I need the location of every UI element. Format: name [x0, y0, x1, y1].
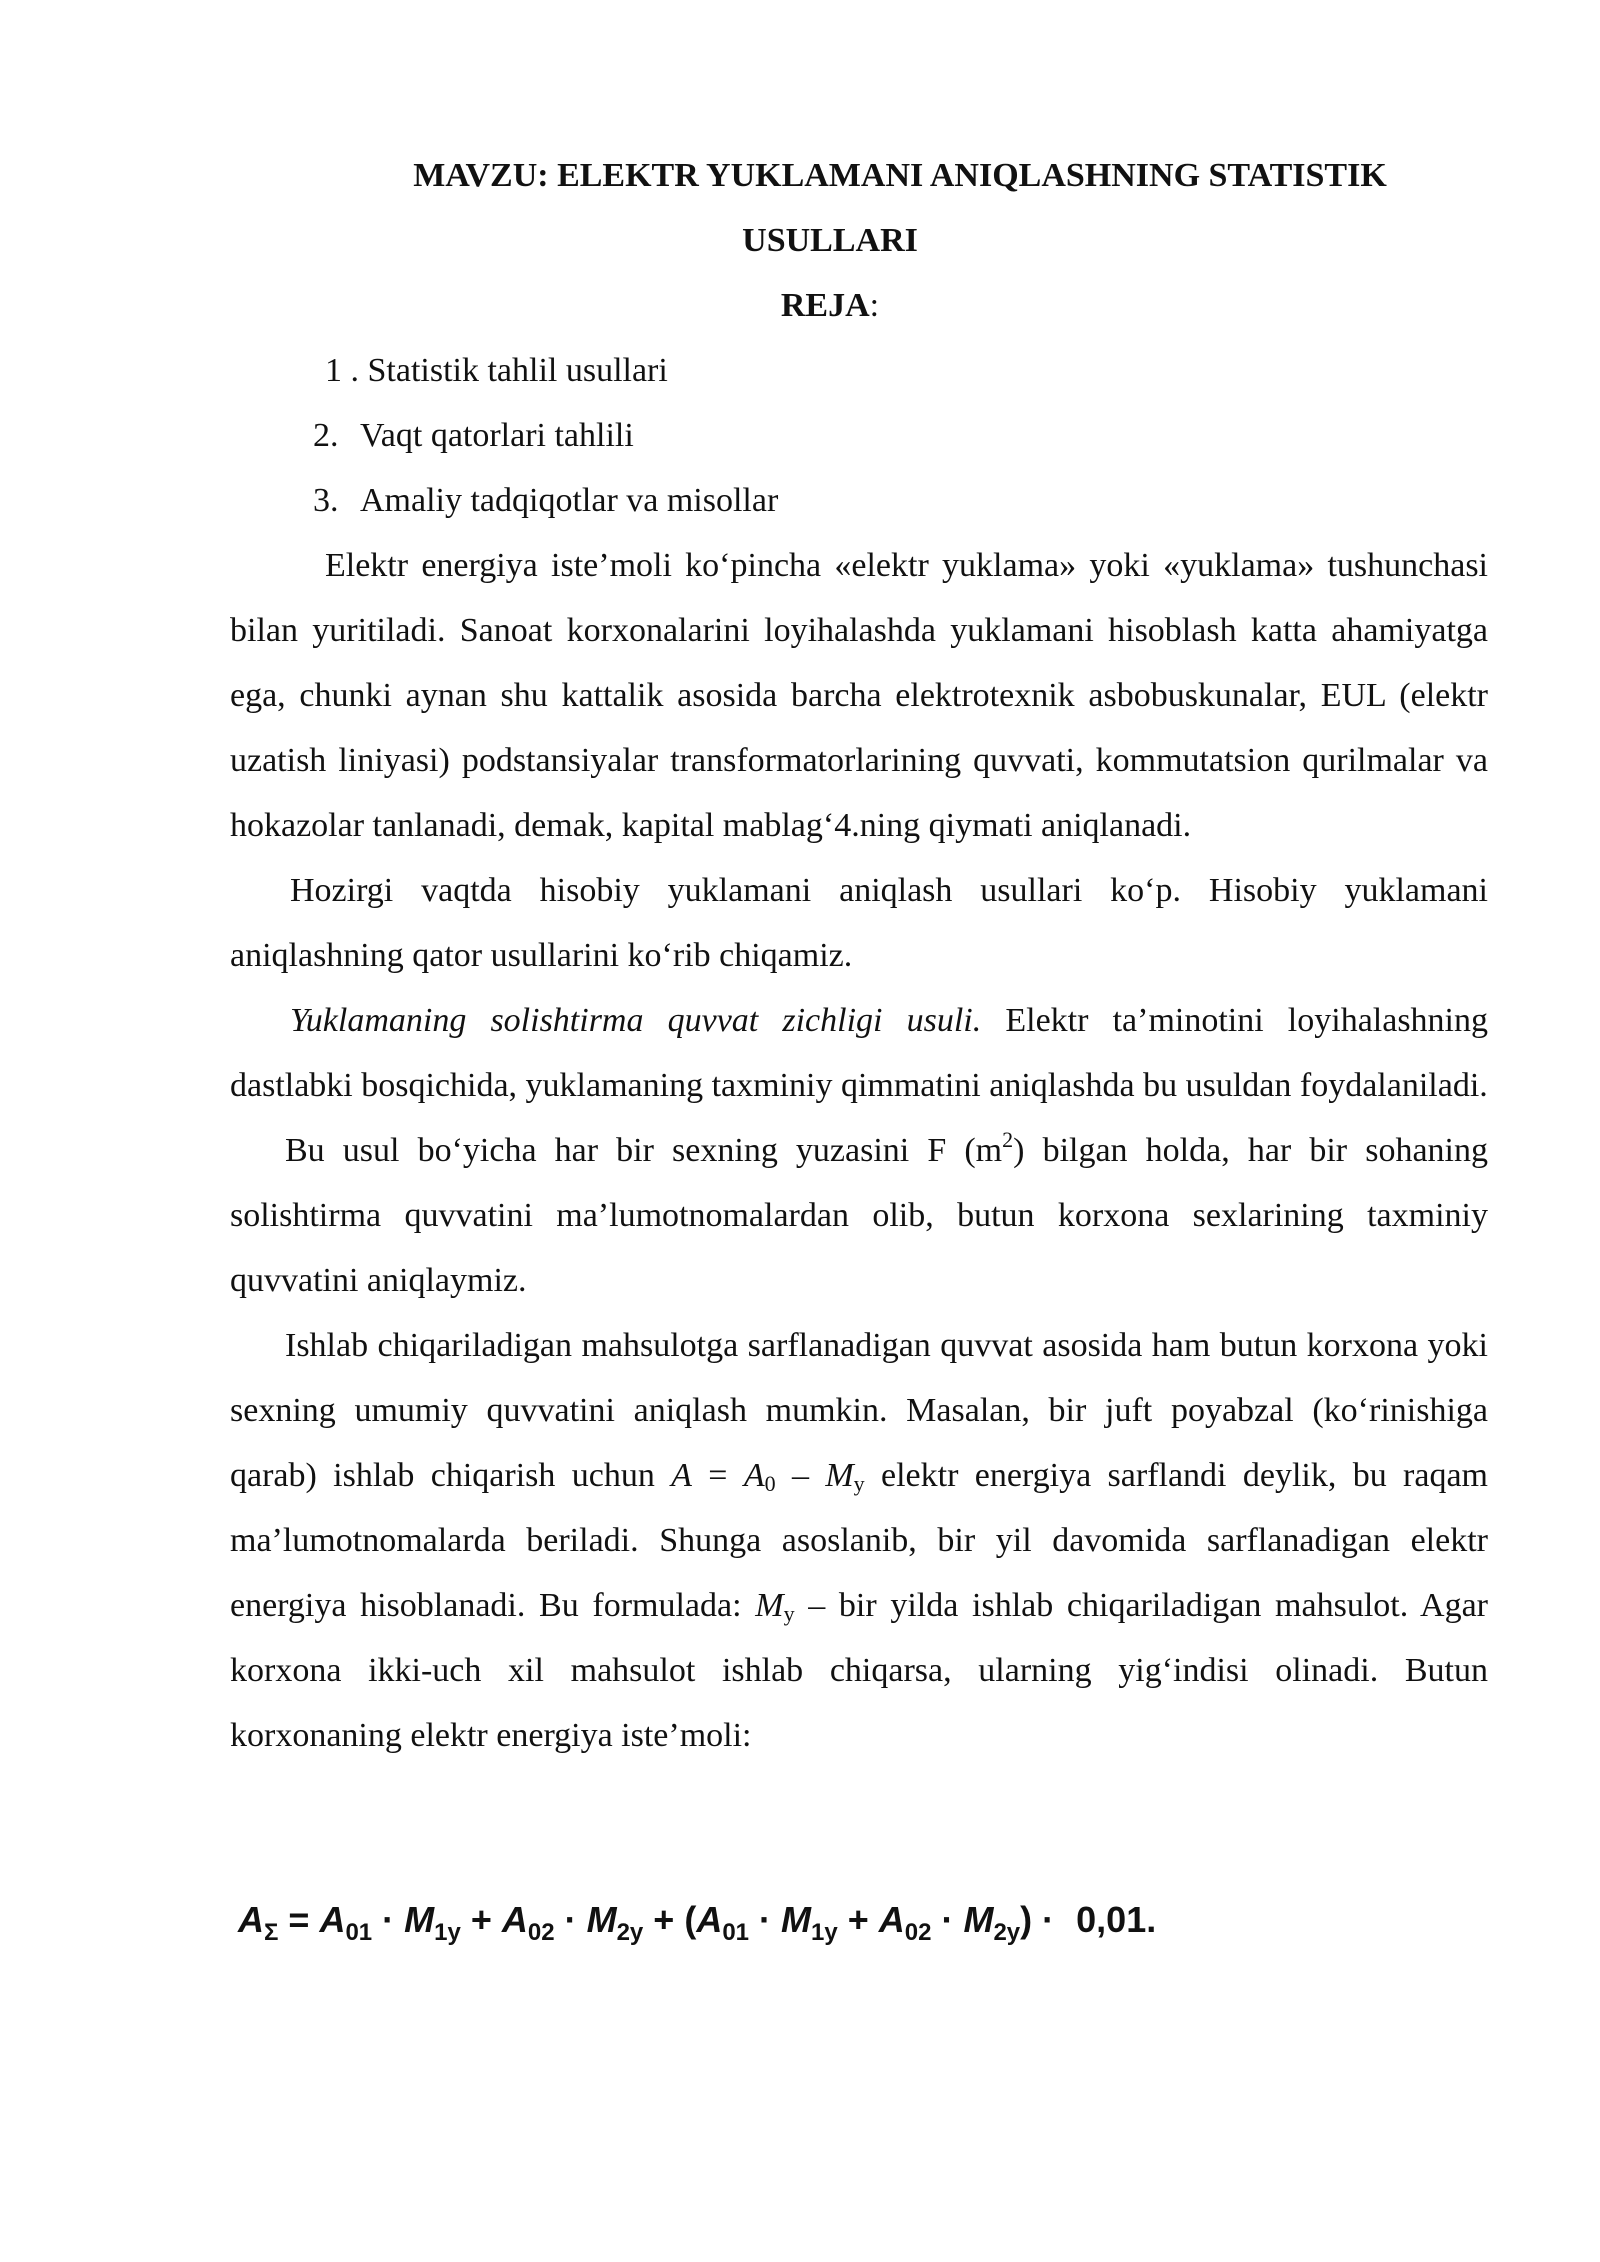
formula-a02: A [501, 1899, 528, 1940]
plan-item-text: Statistik tahlil usullari [367, 352, 668, 389]
plan-item-3 [313, 468, 778, 533]
equals-sign: = [691, 1457, 744, 1494]
formula-dot-2: · [554, 1899, 587, 1940]
formula-m2y-b: M [963, 1899, 994, 1940]
plan-heading-text: REJA [780, 287, 870, 324]
plan-item-number: 1 . [325, 352, 359, 389]
plan-item-text: Vaqt qatorlari tahlili [360, 417, 634, 454]
formula-plus-2: + [643, 1899, 685, 1940]
paragraph-4-text-b: ) bilgan holda, har bir sohaning solishtirma quvvatini ma’lumotnomalardan olib, butun korxona sexlarining taxminiy quvvatini aniqlaymiz. [230, 1132, 1488, 1299]
formula-a02-sub: 02 [527, 1919, 555, 1946]
page-title-line-1: MAVZU: ELEKTR YUKLAMANI ANIQLASHNING STATISTIK [413, 157, 1387, 194]
paragraph-4-text-a: Bu usul bo‘yicha har bir sexning yuzasini F (m [285, 1132, 1003, 1169]
formula-m2y-b-sub: 2y [993, 1919, 1021, 1946]
formula-a02-b-sub: 02 [904, 1919, 932, 1946]
page-title-line-2: USULLARI [742, 222, 918, 259]
plan-item-number: 3. [313, 482, 339, 519]
plan-item-2 [313, 403, 634, 468]
body-text [230, 533, 1488, 1768]
paragraph-4 [230, 1118, 1488, 1313]
plan-item-text: Amaliy tadqiqotlar va misollar [360, 482, 779, 519]
formula-m2y: M [586, 1899, 617, 1940]
subscript-y: y [853, 1471, 865, 1496]
var-m-2: M [755, 1587, 784, 1624]
plan-item-1 [325, 338, 668, 403]
formula-dot-1: · [372, 1899, 405, 1940]
paragraph-3 [230, 988, 1488, 1118]
var-a0: A [743, 1457, 765, 1494]
paragraph-5-text-a: Ishlab chiqariladigan mahsulotga sarflanadigan quvvat asosida ham butun korxona yoki sexning umumiy quvvatini aniqlash mumkin. Masalan, bir juft poyabzal (ko‘rinishiga qarab) ishlab chiqarish uchun [230, 1327, 1488, 1494]
formula-a01-b: A [696, 1899, 723, 1940]
formula-close-paren: ) [1020, 1899, 1033, 1940]
formula-m1y-sub: 1y [434, 1919, 461, 1946]
formula-m1y: M [404, 1899, 435, 1940]
formula-m1y-b: M [781, 1899, 812, 1940]
formula-a01-sub: 01 [345, 1919, 373, 1946]
formula-lhs: A [238, 1899, 264, 1940]
paragraph-2: Hozirgi vaqtda hisobiy yuklamani aniqlash usullari ko‘p. Hisobiy yuklamani aniqlashning qator usullarini ko‘rib chiqamiz. [230, 872, 1488, 974]
energy-formula [238, 1890, 1156, 1950]
formula-open-paren: ( [684, 1899, 697, 1940]
paragraph-5-text-b: elektr energiya sarflandi deylik, bu raqam ma’lumotnomalarda beriladi. Shunga asoslanib, bir yil davomida sarflanadigan elektr energiya hisoblanadi. Bu formulada: [230, 1457, 1488, 1624]
paragraph-1: Elektr energiya iste’moli ko‘pincha «elektr yuklama» yoki «yuklama» tushunchasi bilan yuritiladi. Sanoat korxonalarini loyihalashda yuklamani hisoblash katta ahamiyatga ega, chunki aynan shu kattalik asosida barcha elektrotexnik asbobuskunalar, EUL (elektr uzatish liniyasi) podstansiyalar transformatorlarining quvvati, kommutatsion qurilmalar va hokazolar tanlanadi, demak, kapital mablag‘4.ning qiymati aniqlanadi. [230, 547, 1488, 844]
formula-equals: = [278, 1899, 320, 1940]
plan-heading-colon: : [869, 287, 880, 324]
formula-a01-b-sub: 01 [722, 1919, 750, 1946]
plan-heading [230, 273, 1430, 338]
formula-coefficient: 0,01. [1076, 1899, 1157, 1940]
method-name-italic: Yuklamaning solishtirma quvvat zichligi usuli. [290, 1002, 982, 1039]
formula-plus-3: + [837, 1899, 879, 1940]
subscript-0: 0 [764, 1471, 776, 1496]
formula-m1y-b-sub: 1y [811, 1919, 838, 1946]
formula-dot-5: · [1032, 1899, 1065, 1940]
formula-lhs-sub: Σ [264, 1919, 279, 1946]
paragraph-5-text-c: – bir yilda ishlab chiqariladigan mahsulot. Agar korxona ikki-uch xil mahsulot ishlab chiqarsa, ularning yig‘indisi olinadi. Butun korxonaning elektr energiya iste’moli: [230, 1587, 1488, 1754]
formula-dot-3: · [749, 1899, 782, 1940]
superscript-2: 2 [1002, 1127, 1014, 1152]
paragraph-5 [230, 1313, 1488, 1768]
formula-dot-4: · [931, 1899, 964, 1940]
var-m: M [825, 1457, 854, 1494]
dash-sign: – [775, 1457, 826, 1494]
plan-item-number: 2. [313, 417, 339, 454]
paragraph-3-text: Elektr ta’minotini loyihalashning dastlabki bosqichida, yuklamaning taxminiy qimmatini aniqlashda bu usuldan foydalaniladi. [230, 1002, 1489, 1104]
formula-a01: A [319, 1899, 346, 1940]
subscript-y-2: y [783, 1601, 795, 1626]
var-a: A [671, 1457, 692, 1494]
formula-m2y-sub: 2y [616, 1919, 644, 1946]
formula-plus-1: + [460, 1899, 502, 1940]
formula-a02-b: A [878, 1899, 905, 1940]
